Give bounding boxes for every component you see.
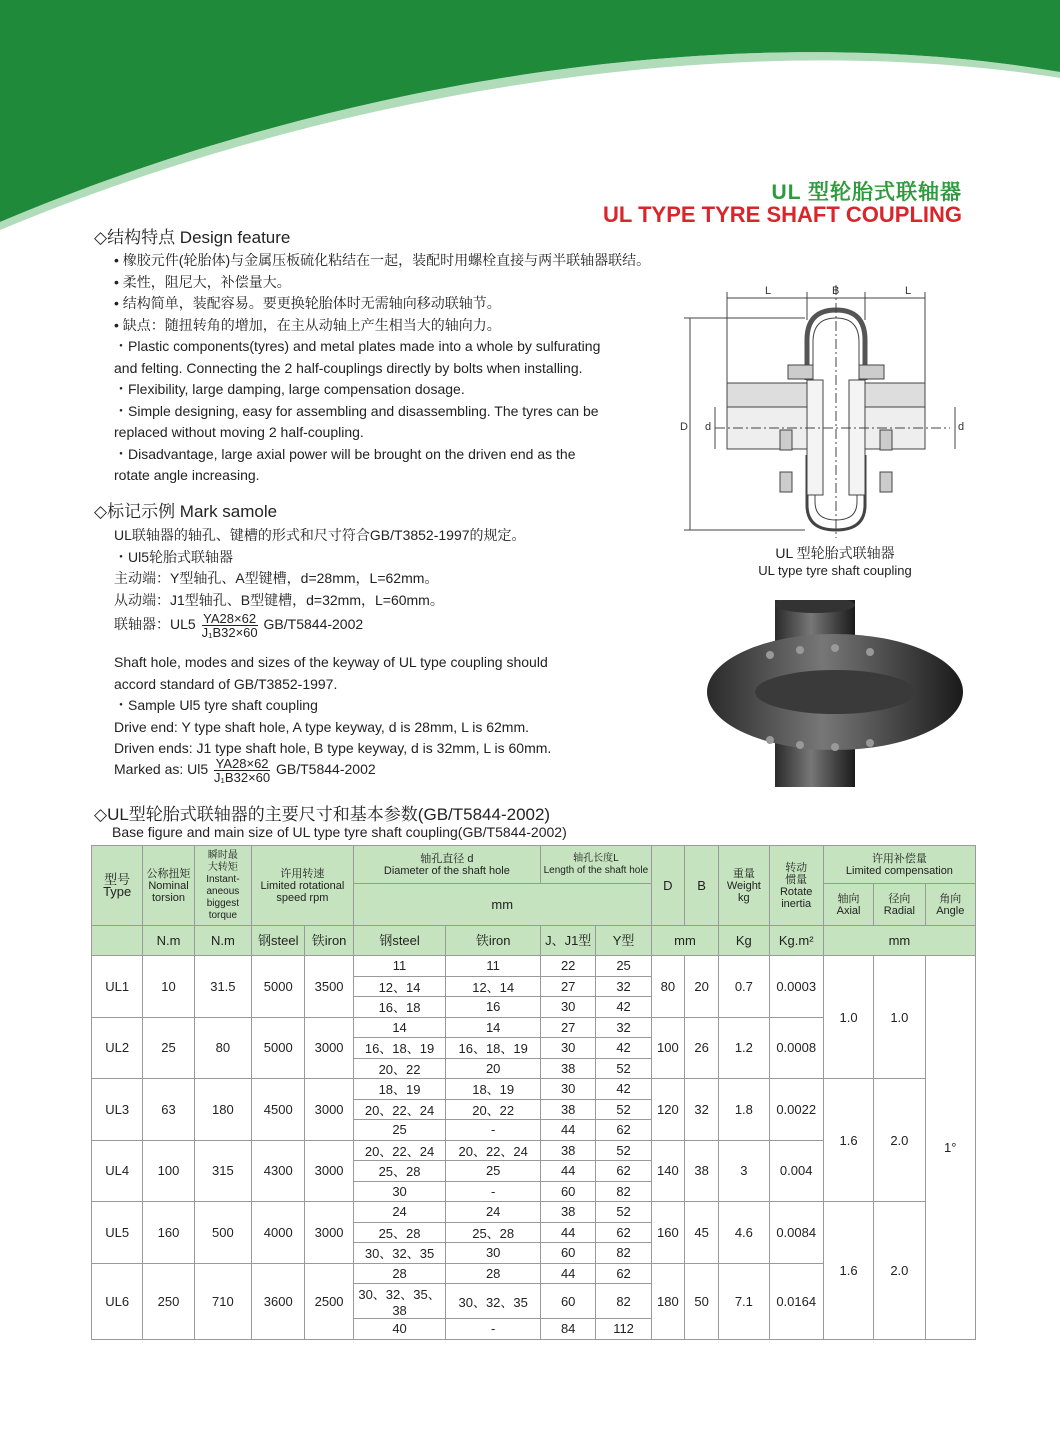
cell-speed-iron: 2500 xyxy=(305,1263,353,1339)
cell-weight: 1.8 xyxy=(719,1079,769,1141)
mark-sample-cn xyxy=(114,525,526,611)
cell-speed-steel: 5000 xyxy=(252,956,305,1018)
mark-sample-en xyxy=(114,652,551,760)
mark-cn-marked xyxy=(114,612,363,639)
cell-B: 20 xyxy=(684,956,718,1018)
coupling-technical-drawing xyxy=(670,280,970,540)
header-inertia-cn2: 惯量 xyxy=(785,873,808,886)
cell-weight: 7.1 xyxy=(719,1263,769,1339)
header-type-cn: 型号 xyxy=(104,871,131,887)
cell-dia-steel: 25 xyxy=(353,1120,446,1141)
cell-D: 140 xyxy=(651,1140,684,1202)
mark-en-line: Shaft hole, modes and sizes of the keyway of UL type coupling should xyxy=(114,654,548,670)
header-speed xyxy=(252,846,354,926)
header-instant-en2: aneous xyxy=(206,885,240,897)
header-axial-cn: 轴向 xyxy=(837,892,860,905)
cell-dia-iron: 20 xyxy=(446,1058,541,1079)
header-diameter-cn: 轴孔直径 d xyxy=(420,852,474,865)
table-heading-cn: ◇UL型轮胎式联轴器的主要尺寸和基本参数(GB/T5844-2002) xyxy=(94,805,551,824)
cell-dia-iron: 30、32、35 xyxy=(446,1284,541,1319)
cell-radial: 2.0 xyxy=(874,1079,925,1202)
header-instant-en1: Instant- xyxy=(206,873,240,885)
header-length-en: Length of the shaft hole xyxy=(543,864,649,876)
cell-speed-iron: 3000 xyxy=(305,1202,353,1264)
header-hole-unit: mm xyxy=(353,884,651,926)
diagram-caption-cn: UL 型轮胎式联轴器 xyxy=(775,545,895,561)
header-length xyxy=(541,846,652,884)
cell-len-j: 38 xyxy=(541,1099,596,1120)
unit-mm-2: mm xyxy=(823,926,975,956)
header-radial-en: Radial xyxy=(883,904,915,917)
cell-dia-steel: 20、22 xyxy=(353,1058,446,1079)
cell-nominal: 10 xyxy=(143,956,194,1018)
dim-label-d-left: d xyxy=(705,421,712,433)
header-instant xyxy=(194,846,251,926)
table-row xyxy=(92,1202,976,1223)
cell-type: UL3 xyxy=(92,1079,143,1141)
cell-len-j: 60 xyxy=(541,1243,596,1264)
cell-inertia: 0.004 xyxy=(769,1140,823,1202)
cell-len-y: 52 xyxy=(596,1140,651,1161)
cell-B: 32 xyxy=(684,1079,718,1141)
cell-D: 100 xyxy=(651,1017,684,1079)
cell-len-j: 27 xyxy=(541,1017,596,1038)
unit-y: Y型 xyxy=(596,926,651,956)
unit-kgm2: Kg.m² xyxy=(769,926,823,956)
cell-dia-steel: 12、14 xyxy=(353,976,446,997)
design-feature-line: • 橡胶元件(轮胎体)与金属压板硫化粘结在一起，装配时用螺栓直接与两半联轴器联结。 xyxy=(114,252,651,268)
cell-dia-steel: 20、22、24 xyxy=(353,1140,446,1161)
cell-inertia: 0.0003 xyxy=(769,956,823,1018)
dim-label-D: D xyxy=(680,421,688,433)
cell-D: 160 xyxy=(651,1202,684,1264)
fraction-denominator: J₁B32×60 xyxy=(214,770,271,785)
cell-speed-iron: 3000 xyxy=(305,1017,353,1079)
cell-instant: 500 xyxy=(194,1202,251,1264)
cell-dia-iron: - xyxy=(446,1319,541,1340)
header-compensation-en: Limited compensation xyxy=(845,864,953,877)
header-speed-en2: speed rpm xyxy=(276,891,329,904)
cell-dia-steel: 40 xyxy=(353,1319,446,1340)
header-nominal-en1: Nominal xyxy=(148,879,189,892)
header-axial-en: Axial xyxy=(836,904,861,917)
cell-len-j: 60 xyxy=(541,1181,596,1202)
cell-speed-iron: 3500 xyxy=(305,956,353,1018)
header-instant-cn2: 大转矩 xyxy=(207,861,238,873)
table-heading-en: Base figure and main size of UL type tyre shaft coupling(GB/T5844-2002) xyxy=(112,824,567,840)
cell-D: 80 xyxy=(651,956,684,1018)
design-feature-line: • 结构简单，装配容易。要更换轮胎体时无需轴向移动联轴节。 xyxy=(114,295,501,311)
marking-fraction-cn xyxy=(202,612,258,639)
cell-nominal: 25 xyxy=(143,1017,194,1079)
cell-len-j: 44 xyxy=(541,1222,596,1243)
cell-len-y: 62 xyxy=(596,1161,651,1182)
header-diameter-en: Diameter of the shaft hole xyxy=(383,864,510,877)
header-type-en: Type xyxy=(103,883,132,899)
header-inertia-cn1: 转动 xyxy=(785,861,808,874)
cell-len-j: 30 xyxy=(541,997,596,1018)
cell-dia-iron: 28 xyxy=(446,1263,541,1284)
cell-len-j: 30 xyxy=(541,1079,596,1100)
cell-len-y: 52 xyxy=(596,1202,651,1223)
design-feature-line: • 柔性，阻尼大，补偿量大。 xyxy=(114,273,291,290)
unit-iron: 铁iron xyxy=(305,926,353,956)
cell-dia-iron: - xyxy=(446,1120,541,1141)
cell-radial: 1.0 xyxy=(874,956,925,1079)
cell-len-j: 44 xyxy=(541,1120,596,1141)
design-feature-line: ・Plastic components(tyres) and metal plates made into a whole by sulfurating xyxy=(114,338,601,354)
unit-steel-2: 钢steel xyxy=(353,926,446,956)
cell-nominal: 160 xyxy=(143,1202,194,1264)
cell-len-j: 44 xyxy=(541,1263,596,1284)
design-feature-line: • 缺点：随扭转角的增加，在主从动轴上产生相当大的轴向力。 xyxy=(114,316,501,333)
marking-fraction-en xyxy=(214,757,270,784)
cell-dia-iron: 16 xyxy=(446,997,541,1018)
mark-cn-line: 主动端：Y型轴孔、A型键槽，d=28mm，L=62mm。 xyxy=(114,570,439,586)
cell-len-y: 82 xyxy=(596,1181,651,1202)
marked-prefix-en: Marked as: Ul5 xyxy=(114,761,209,778)
cell-dia-iron: 16、18、19 xyxy=(446,1038,541,1059)
cell-type: UL4 xyxy=(92,1140,143,1202)
header-inertia-en1: Rotate xyxy=(779,885,813,898)
cell-dia-steel: 14 xyxy=(353,1017,446,1038)
cell-len-j: 38 xyxy=(541,1140,596,1161)
cell-speed-steel: 3600 xyxy=(252,1263,305,1339)
mark-en-line: ・Sample Ul5 tyre shaft coupling xyxy=(114,697,318,713)
cell-speed-iron: 3000 xyxy=(305,1079,353,1141)
cell-instant: 180 xyxy=(194,1079,251,1141)
header-length-cn: 轴孔长度L xyxy=(573,852,619,864)
header-axial xyxy=(823,884,873,926)
cell-nominal: 63 xyxy=(143,1079,194,1141)
design-feature-line: replaced without moving 2 half-coupling. xyxy=(114,424,364,440)
cell-dia-iron: 25 xyxy=(446,1161,541,1182)
cell-len-y: 52 xyxy=(596,1099,651,1120)
cell-dia-steel: 25、28 xyxy=(353,1222,446,1243)
cell-len-y: 62 xyxy=(596,1222,651,1243)
cell-instant: 31.5 xyxy=(194,956,251,1018)
cell-len-y: 25 xyxy=(596,956,651,977)
cell-len-y: 42 xyxy=(596,1038,651,1059)
cell-nominal: 100 xyxy=(143,1140,194,1202)
header-angle-en: Angle xyxy=(936,904,965,917)
header-weight-cn: 重量 xyxy=(732,867,755,880)
header-nominal-en2: torsion xyxy=(152,891,186,904)
cell-speed-iron: 3000 xyxy=(305,1140,353,1202)
cell-B: 45 xyxy=(684,1202,718,1264)
mark-cn-line: UL联轴器的轴孔、键槽的形式和尺寸符合GB/T3852-1997的规定。 xyxy=(114,527,526,543)
cell-type: UL2 xyxy=(92,1017,143,1079)
cell-instant: 80 xyxy=(194,1017,251,1079)
cell-radial: 2.0 xyxy=(874,1202,925,1340)
mark-en-line: Driven ends: J1 type shaft hole, B type keyway, d is 32mm, L is 60mm. xyxy=(114,740,552,756)
cell-len-y: 42 xyxy=(596,1079,651,1100)
cell-len-j: 84 xyxy=(541,1319,596,1340)
header-instant-cn1: 瞬时最 xyxy=(207,849,238,861)
cell-weight: 1.2 xyxy=(719,1017,769,1079)
cell-axial: 1.6 xyxy=(823,1079,873,1202)
design-feature-line: and felting. Connecting the 2 half-couplings directly by bolts when installing. xyxy=(114,359,583,376)
cell-B: 26 xyxy=(684,1017,718,1079)
cell-dia-iron: 25、28 xyxy=(446,1222,541,1243)
cell-len-y: 32 xyxy=(596,1017,651,1038)
header-inertia-en2: inertia xyxy=(781,897,812,910)
header-inertia xyxy=(769,846,823,926)
header-weight xyxy=(719,846,769,926)
cell-inertia: 0.0164 xyxy=(769,1263,823,1339)
cell-dia-iron: 11 xyxy=(446,956,541,977)
cell-dia-steel: 30 xyxy=(353,1181,446,1202)
cell-speed-steel: 5000 xyxy=(252,1017,305,1079)
unit-steel: 钢steel xyxy=(252,926,305,956)
cell-dia-steel: 16、18、19 xyxy=(353,1038,446,1059)
cell-len-j: 44 xyxy=(541,1161,596,1182)
unit-kg: Kg xyxy=(719,926,769,956)
unit-mm: mm xyxy=(651,926,718,956)
fraction-numerator: YA28×62 xyxy=(203,611,257,626)
dim-label-B: B xyxy=(832,285,840,297)
cell-len-y: 82 xyxy=(596,1243,651,1264)
cell-len-j: 60 xyxy=(541,1284,596,1319)
design-feature-list xyxy=(114,250,650,487)
cell-len-y: 32 xyxy=(596,976,651,997)
cell-B: 38 xyxy=(684,1140,718,1202)
cell-dia-iron: 24 xyxy=(446,1202,541,1223)
cell-dia-iron: 20、22、24 xyxy=(446,1140,541,1161)
header-radial-cn: 径向 xyxy=(888,892,911,905)
header-angle xyxy=(925,884,975,926)
marked-prefix-cn: 联轴器：UL5 xyxy=(114,616,196,633)
fraction-denominator: J₁B32×60 xyxy=(201,625,258,640)
header-radial xyxy=(874,884,925,926)
cell-len-j: 30 xyxy=(541,1038,596,1059)
mark-en-marked xyxy=(114,757,376,784)
cell-inertia: 0.0022 xyxy=(769,1079,823,1141)
mark-sample-heading: ◇标记示例 Mark samole xyxy=(94,502,278,521)
cell-instant: 710 xyxy=(194,1263,251,1339)
cell-dia-steel: 20、22、24 xyxy=(353,1099,446,1120)
header-nominal-cn: 公称扭矩 xyxy=(146,867,191,880)
spec-table-body xyxy=(92,956,976,1340)
cell-speed-steel: 4300 xyxy=(252,1140,305,1202)
cell-len-y: 62 xyxy=(596,1120,651,1141)
dim-label-d-right: d xyxy=(958,421,965,433)
mark-cn-line: 从动端：J1型轴孔、B型键槽，d=32mm，L=60mm。 xyxy=(114,591,444,608)
table-row xyxy=(92,1079,976,1100)
cell-dia-iron: - xyxy=(446,1181,541,1202)
header-diameter xyxy=(353,846,540,884)
cell-dia-iron: 14 xyxy=(446,1017,541,1038)
mark-cn-line: ・Ul5轮胎式联轴器 xyxy=(114,548,234,565)
header-angle-cn: 角向 xyxy=(939,892,962,905)
cell-speed-steel: 4500 xyxy=(252,1079,305,1141)
cell-len-y: 62 xyxy=(596,1263,651,1284)
unit-iron-2: 铁iron xyxy=(446,926,541,956)
unit-nm-2: N.m xyxy=(194,926,251,956)
coupling-product-photo xyxy=(705,600,975,790)
cell-dia-iron: 20、22 xyxy=(446,1099,541,1120)
diagram-caption-en: UL type tyre shaft coupling xyxy=(758,563,912,578)
cell-speed-steel: 4000 xyxy=(252,1202,305,1264)
design-feature-line: ・Flexibility, large damping, large compensation dosage. xyxy=(114,381,465,397)
header-instant-en4: torque xyxy=(208,909,238,921)
design-feature-heading: ◇结构特点 Design feature xyxy=(94,228,291,247)
cell-dia-steel: 30、32、35 xyxy=(353,1243,446,1264)
cell-len-y: 52 xyxy=(596,1058,651,1079)
header-weight-unit: kg xyxy=(738,891,750,904)
cell-dia-iron: 18、19 xyxy=(446,1079,541,1100)
cell-weight: 4.6 xyxy=(719,1202,769,1264)
spec-table xyxy=(91,845,976,1340)
cell-len-y: 82 xyxy=(596,1284,651,1319)
standard-code: GB/T5844-2002 xyxy=(276,761,376,778)
cell-dia-steel: 16、18 xyxy=(353,997,446,1018)
cell-inertia: 0.0008 xyxy=(769,1017,823,1079)
cell-inertia: 0.0084 xyxy=(769,1202,823,1264)
cell-dia-steel: 18、19 xyxy=(353,1079,446,1100)
page-title-en: UL TYPE TYRE SHAFT COUPLING xyxy=(603,202,962,227)
header-speed-en1: Limited rotational xyxy=(260,879,345,892)
mark-en-line: accord standard of GB/T3852-1997. xyxy=(114,675,338,692)
standard-code: GB/T5844-2002 xyxy=(263,616,364,633)
header-instant-en3: biggest xyxy=(206,897,239,909)
cell-dia-steel: 30、32、35、38 xyxy=(353,1284,446,1319)
cell-len-j: 38 xyxy=(541,1202,596,1223)
cell-dia-steel: 24 xyxy=(353,1202,446,1223)
table-row xyxy=(92,956,976,977)
cell-type: UL5 xyxy=(92,1202,143,1264)
header-nominal xyxy=(143,846,194,926)
cell-len-j: 27 xyxy=(541,976,596,997)
cell-type: UL6 xyxy=(92,1263,143,1339)
cell-len-y: 42 xyxy=(596,997,651,1018)
design-feature-line: ・Disadvantage, large axial power will be brought on the driven end as the xyxy=(114,445,576,462)
header-B: B xyxy=(684,846,718,926)
dim-label-L-right: L xyxy=(905,285,912,297)
cell-dia-steel: 25、28 xyxy=(353,1161,446,1182)
cell-nominal: 250 xyxy=(143,1263,194,1339)
cell-B: 50 xyxy=(684,1263,718,1339)
cell-len-j: 38 xyxy=(541,1058,596,1079)
cell-D: 120 xyxy=(651,1079,684,1141)
cell-instant: 315 xyxy=(194,1140,251,1202)
unit-nm-1: N.m xyxy=(143,926,194,956)
dim-label-L-left: L xyxy=(765,285,772,297)
cell-D: 180 xyxy=(651,1263,684,1339)
header-compensation-cn: 许用补偿量 xyxy=(871,852,927,865)
cell-dia-iron: 12、14 xyxy=(446,976,541,997)
header-compensation xyxy=(823,846,975,884)
cell-axial: 1.0 xyxy=(823,956,873,1079)
cell-dia-steel: 11 xyxy=(353,956,446,977)
cell-angle: 1° xyxy=(925,956,975,1340)
cell-weight: 3 xyxy=(719,1140,769,1202)
mark-en-line: Drive end: Y type shaft hole, A type keyway, d is 28mm, L is 62mm. xyxy=(114,718,530,735)
cell-len-j: 22 xyxy=(541,956,596,977)
cell-dia-steel: 28 xyxy=(353,1263,446,1284)
design-feature-line: ・Simple designing, easy for assembling and disassembling. The tyres can be xyxy=(114,402,599,419)
units-blank xyxy=(92,926,143,956)
cell-dia-iron: 30 xyxy=(446,1243,541,1264)
fraction-numerator: YA28×62 xyxy=(215,756,269,771)
cell-weight: 0.7 xyxy=(719,956,769,1018)
header-weight-en: Weight xyxy=(726,879,761,892)
page-title-cn: UL 型轮胎式联轴器 xyxy=(771,181,962,204)
cell-len-y: 112 xyxy=(596,1319,651,1340)
header-type xyxy=(92,846,143,926)
design-feature-line: rotate angle increasing. xyxy=(114,467,260,483)
unit-j: J、J1型 xyxy=(541,926,596,956)
header-speed-cn: 许用转速 xyxy=(280,867,325,880)
cell-axial: 1.6 xyxy=(823,1202,873,1340)
header-D: D xyxy=(651,846,684,926)
cell-type: UL1 xyxy=(92,956,143,1018)
